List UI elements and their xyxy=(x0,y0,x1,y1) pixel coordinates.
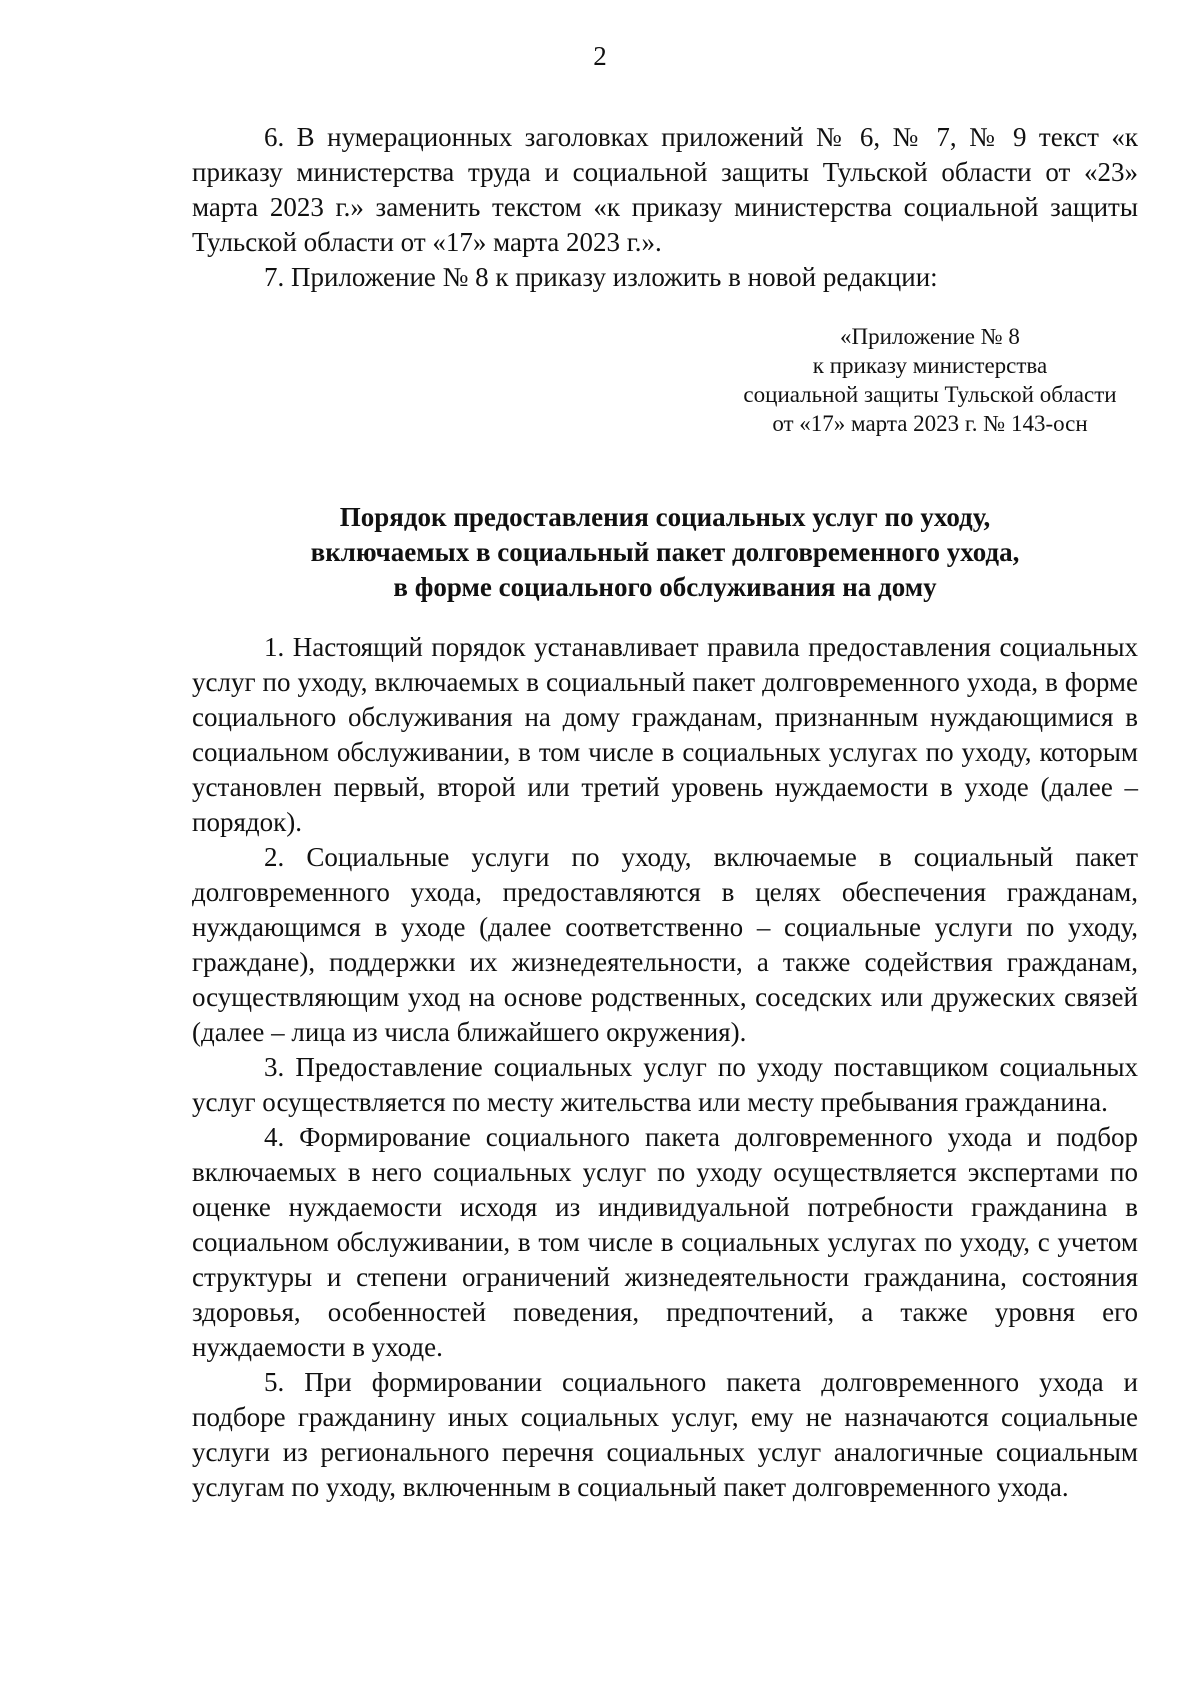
main-paragraph-3: 3. Предоставление социальных услуг по уходу поставщиком социальных услуг осуществляется по месту жительства или месту пребывания гражданина. xyxy=(192,1052,1138,1117)
page-number: 2 xyxy=(593,41,607,71)
title-line: в форме социального обслуживания на дому xyxy=(393,572,937,602)
appendix-line: социальной защиты Тульской области xyxy=(743,382,1117,407)
main-paragraph-2: 2. Социальные услуги по уходу, включаемые в социальный пакет долговременного ухода, предоставляются в целях обеспечения гражданам, нуждающимся в уходе (далее соответственно – социальные услуги по уходу, граждане), поддержки их жизнедеятельности, а также содействия гражданам, осуществляющим уход на основе родственных, соседских или дружеских связей (далее – лица из числа ближайшего окружения). xyxy=(192,842,1138,1047)
main-paragraph-4: 4. Формирование социального пакета долговременного ухода и подбор включаемых в него социальных услуг по уходу осуществляется экспертами по оценке нуждаемости исходя из индивидуальной потребности гражданина в социальном обслуживании, в том числе в социальных услугах по уходу, с учетом структуры и степени ограничений жизнедеятельности гражданина, состояния здоровья, особенностей поведения, предпочтений, а также уровня его нуждаемости в уходе. xyxy=(192,1122,1138,1362)
document-title xyxy=(192,500,1138,605)
intro-paragraph-6: 6. В нумерационных заголовках приложений № 6, № 7, № 9 текст «к приказу министерства труда и социальной защиты Тульской области от «23» марта 2023 г.» заменить текстом «к приказу министерства социальной защиты Тульской области от «17» марта 2023 г.». xyxy=(192,122,1138,257)
intro-section xyxy=(192,120,1138,295)
appendix-header xyxy=(700,322,1160,438)
appendix-line: к приказу министерства xyxy=(812,353,1048,378)
title-line: включаемых в социальный пакет долговременного ухода, xyxy=(310,537,1020,567)
main-paragraph-5: 5. При формировании социального пакета долговременного ухода и подборе гражданину иных социальных услуг, ему не назначаются социальные услуги из регионального перечня социальных услуг аналогичные социальным услугам по уходу, включенным в социальный пакет долговременного ухода. xyxy=(192,1367,1138,1502)
intro-paragraph-7: 7. Приложение № 8 к приказу изложить в новой редакции: xyxy=(264,262,938,292)
title-line: Порядок предоставления социальных услуг по уходу, xyxy=(339,502,991,532)
appendix-line: от «17» марта 2023 г. № 143-осн xyxy=(772,411,1088,436)
main-section xyxy=(192,630,1138,1505)
main-paragraph-1: 1. Настоящий порядок устанавливает правила предоставления социальных услуг по уходу, включаемых в социальный пакет долговременного ухода, в форме социального обслуживания на дому гражданам, признанным нуждающимися в социальном обслуживании, в том числе в социальных услугах по уходу, которым установлен первый, второй или третий уровень нуждаемости в уходе (далее – порядок). xyxy=(192,632,1138,837)
appendix-line: «Приложение № 8 xyxy=(840,324,1020,349)
